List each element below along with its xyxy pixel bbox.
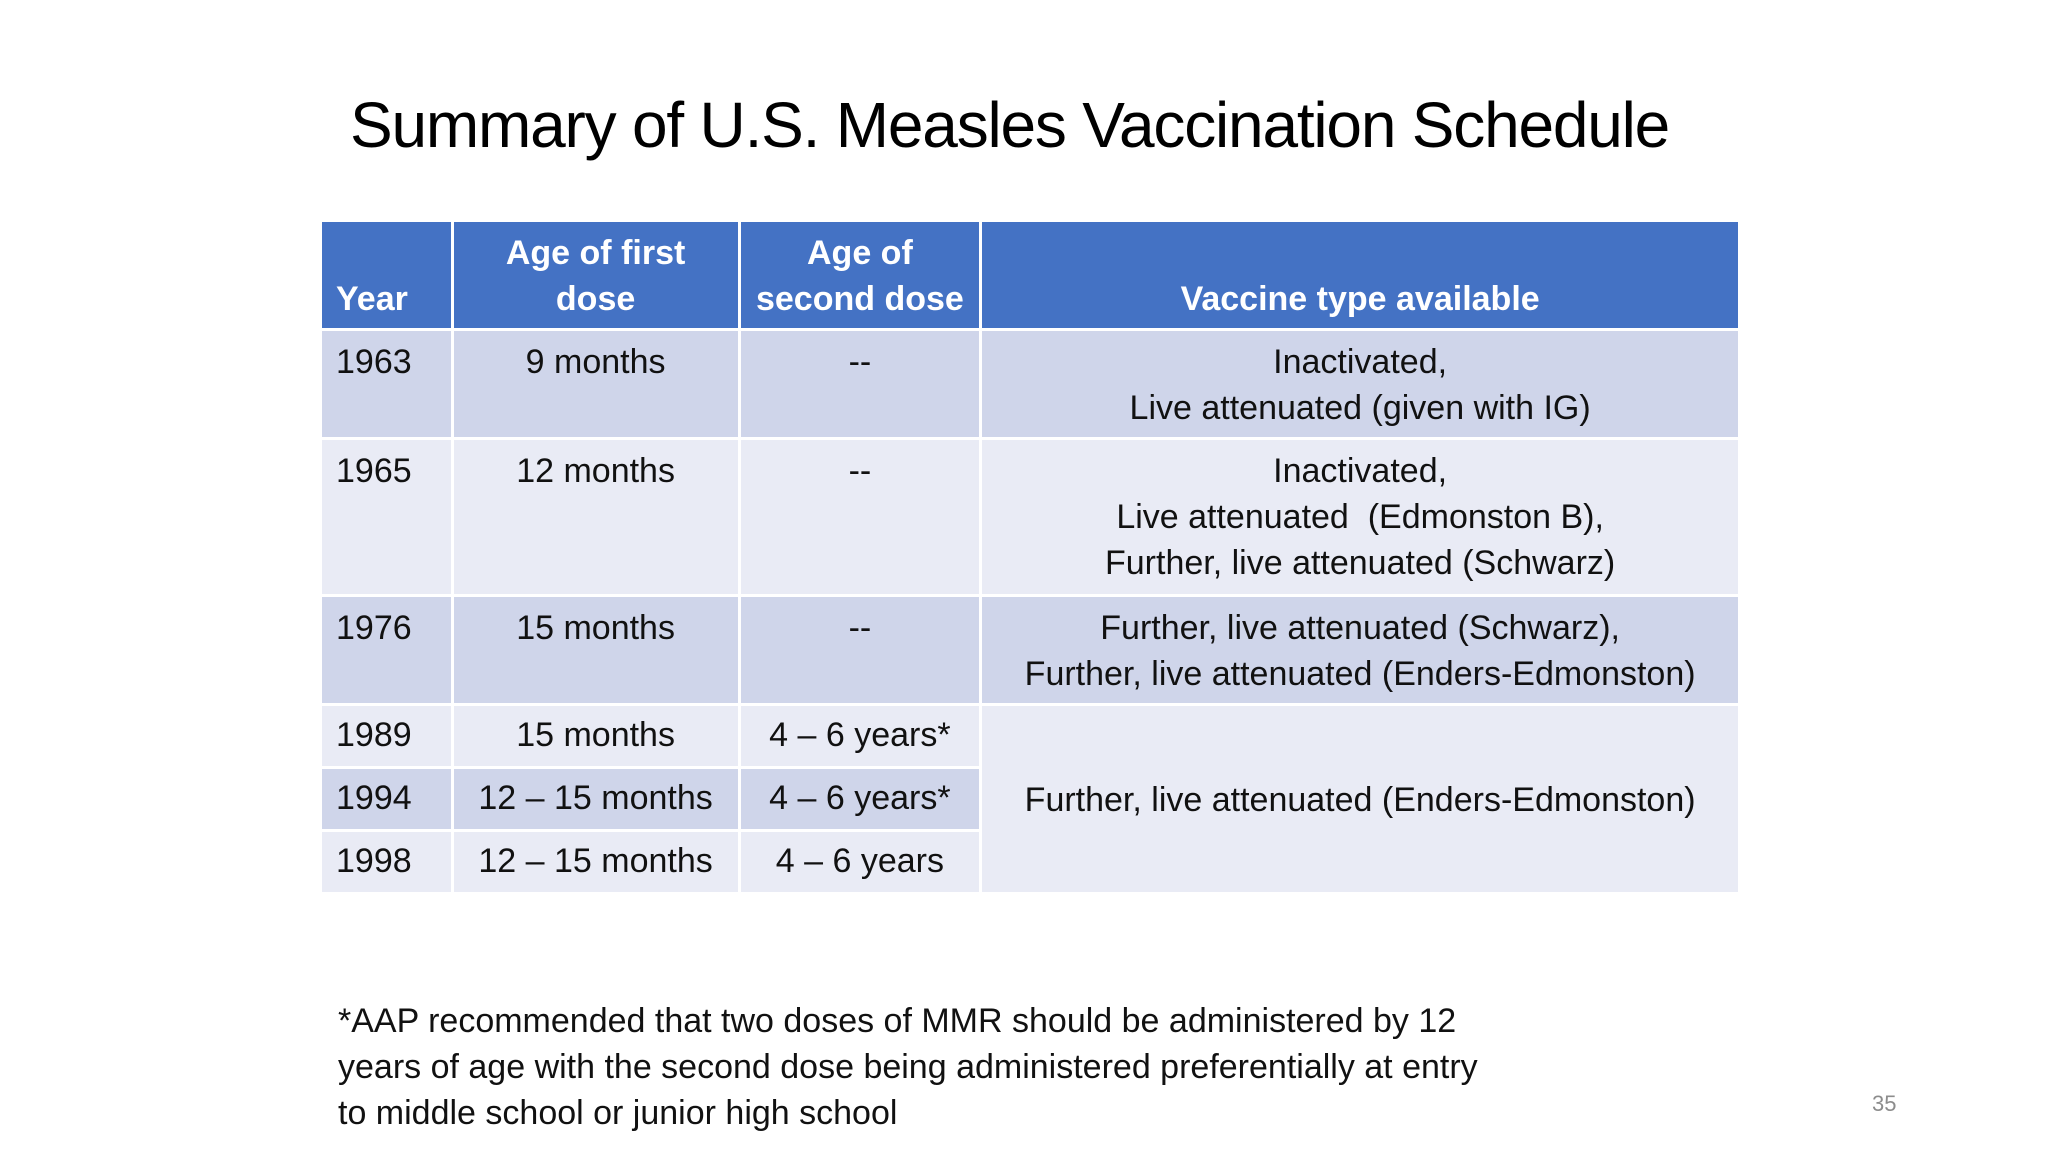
cell-year: 1989 <box>322 706 451 766</box>
table-row <box>322 331 1738 437</box>
cell-year: 1994 <box>322 769 451 829</box>
footnote-line: years of age with the second dose being administered preferentially at entry <box>338 1048 1478 1086</box>
cell-vaccine-type: Inactivated, Live attenuated (Edmonston B), Further, live attenuated (Schwarz) <box>982 440 1738 594</box>
slide-number: 35 <box>1872 1091 1897 1116</box>
cell-first-dose: 12 – 15 months <box>454 832 738 892</box>
cell-year: 1963 <box>322 331 451 437</box>
cell-vaccine-type: Further, live attenuated (Schwarz), Further, live attenuated (Enders-Edmonston) <box>982 597 1738 703</box>
cell-second-dose: -- <box>741 440 980 594</box>
table-row <box>322 597 1738 703</box>
footnote-line: to middle school or junior high school <box>338 1094 898 1132</box>
footnote <box>338 998 1638 1136</box>
cell-second-dose: -- <box>741 597 980 703</box>
cell-first-dose: 15 months <box>454 597 738 703</box>
cell-first-dose: 12 – 15 months <box>454 769 738 829</box>
vaccination-schedule-table <box>319 219 1741 895</box>
cell-second-dose: 4 – 6 years* <box>741 706 980 766</box>
table-row <box>322 706 1738 766</box>
header-vaccine-type: Vaccine type available <box>982 222 1738 328</box>
header-second-dose: Age of second dose <box>741 222 980 328</box>
header-first-dose: Age of first dose <box>454 222 738 328</box>
table-header-row <box>322 222 1738 328</box>
cell-first-dose: 9 months <box>454 331 738 437</box>
cell-first-dose: 15 months <box>454 706 738 766</box>
header-year: Year <box>322 222 451 328</box>
cell-second-dose: 4 – 6 years* <box>741 769 980 829</box>
cell-vaccine-type: Inactivated, Live attenuated (given with IG) <box>982 331 1738 437</box>
cell-first-dose: 12 months <box>454 440 738 594</box>
slide-title: Summary of U.S. Measles Vaccination Schedule <box>350 89 1670 161</box>
cell-year: 1998 <box>322 832 451 892</box>
cell-second-dose: 4 – 6 years <box>741 832 980 892</box>
cell-year: 1976 <box>322 597 451 703</box>
table-row <box>322 440 1738 594</box>
cell-vaccine-type-merged: Further, live attenuated (Enders-Edmonston) <box>982 706 1738 892</box>
footnote-line: *AAP recommended that two doses of MMR should be administered by 12 <box>338 1002 1457 1040</box>
cell-second-dose: -- <box>741 331 980 437</box>
cell-year: 1965 <box>322 440 451 594</box>
